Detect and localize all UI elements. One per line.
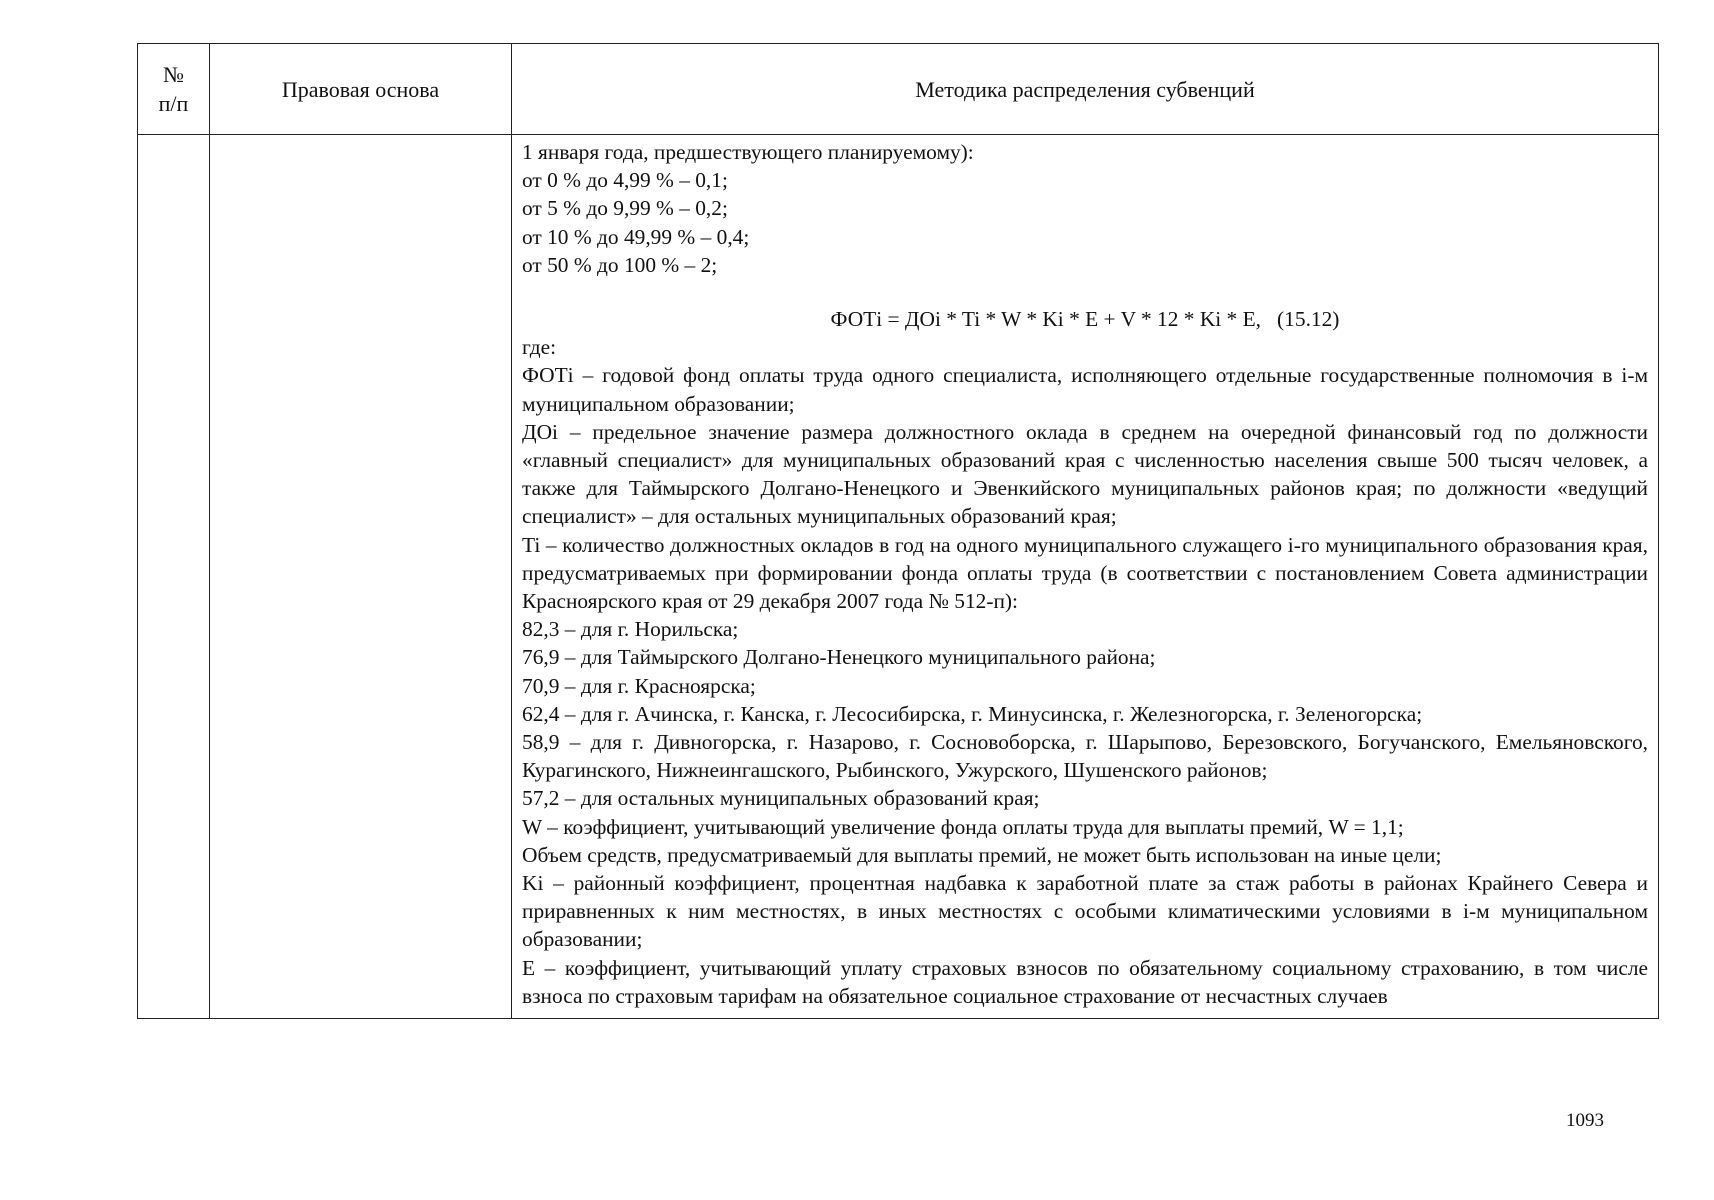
paragraph: 70,9 – для г. Красноярска; [522, 673, 756, 698]
method-line: от 5 % до 9,99 % – 0,2; [522, 196, 728, 221]
method-line: от 0 % до 4,99 % – 0,1; [522, 168, 728, 193]
paragraph: 76,9 – для Таймырского Долгано-Ненецкого муниципального района; [522, 645, 1156, 670]
method-line: от 50 % до 100 % – 2; [522, 252, 718, 277]
paragraph: Объем средств, предусматриваемый для выплаты премий, не может быть использован на иные цели; [522, 842, 1442, 867]
subvention-method-table [137, 43, 1659, 1019]
method-line: 1 января года, предшествующего планируемому): [522, 140, 974, 164]
paragraph: 62,4 – для г. Ачинска, г. Канска, г. Лесосибирска, г. Минусинска, г. Железногорска, г. Зеленогорска; [522, 701, 1423, 726]
header-row-number: № п/п [138, 44, 210, 135]
table-header-row [138, 44, 1659, 135]
paragraph: Ti – количество должностных окладов в год на одного муниципального служащего i-го муниципального образования края, предусматриваемых при формировании фонда оплаты труда (в соответствии с постановлением Совета администрации Красноярского края от 29 декабря 2007 года № 512-п): [522, 532, 1648, 614]
legal-basis-cell [210, 135, 512, 1019]
header-distribution-method: Методика распределения субвенций [512, 44, 1659, 135]
paragraph: ДОi – предельное значение размера должностного оклада в среднем на очередной финансовый год по должности «главный специалист» для муниципальных образований края с численностью населения свыше 500 тысяч человек, а также для Таймырского Долгано-Ненецкого и Эвенкийского муниципальных районов края; по должности «ведущий специалист» – для остальных муниципальных образований края; [522, 419, 1648, 529]
table-row [138, 135, 1659, 1019]
paragraph: где: [522, 335, 557, 360]
page-number: 1093 [1566, 1110, 1604, 1131]
formula-15-12: ФОТi = ДОi * Ti * W * Ki * E + V * 12 * Ki * E, (15.12) [830, 307, 1340, 332]
paragraph: Ki – районный коэффициент, процентная надбавка к заработной плате за стаж работы в районах Крайнего Севера и приравненных к ним местностях, в иных местностях с особыми климатическими условиями в i-м муниципальном образовании; [522, 871, 1648, 952]
paragraph: 82,3 – для г. Норильска; [522, 617, 739, 642]
paragraph: ФОТi – годовой фонд оплаты труда одного специалиста, исполняющего отдельные государственные полномочия в i-м муниципальном образовании; [522, 363, 1648, 416]
row-number-cell [138, 135, 210, 1019]
distribution-method-cell [512, 135, 1659, 1019]
header-legal-basis: Правовая основа [210, 44, 512, 135]
paragraph: E – коэффициент, учитывающий уплату страховых взносов по обязательному социальному страхованию, в том числе взноса по страховым тарифам на обязательное социальное страхование от несчастных случаев [522, 955, 1648, 1008]
paragraph: W – коэффициент, учитывающий увеличение фонда оплаты труда для выплаты премий, W = 1,1; [522, 814, 1404, 839]
method-line: от 10 % до 49,99 % – 0,4; [522, 224, 750, 249]
paragraph: 57,2 – для остальных муниципальных образований края; [522, 786, 1040, 811]
paragraph: 58,9 – для г. Дивногорска, г. Назарово, г. Сосновоборска, г. Шарыпово, Березовского, Богучанского, Емельяновского, Курагинского, Нижнеингашского, Рыбинского, Ужурского, Шушенского районов; [522, 730, 1648, 783]
